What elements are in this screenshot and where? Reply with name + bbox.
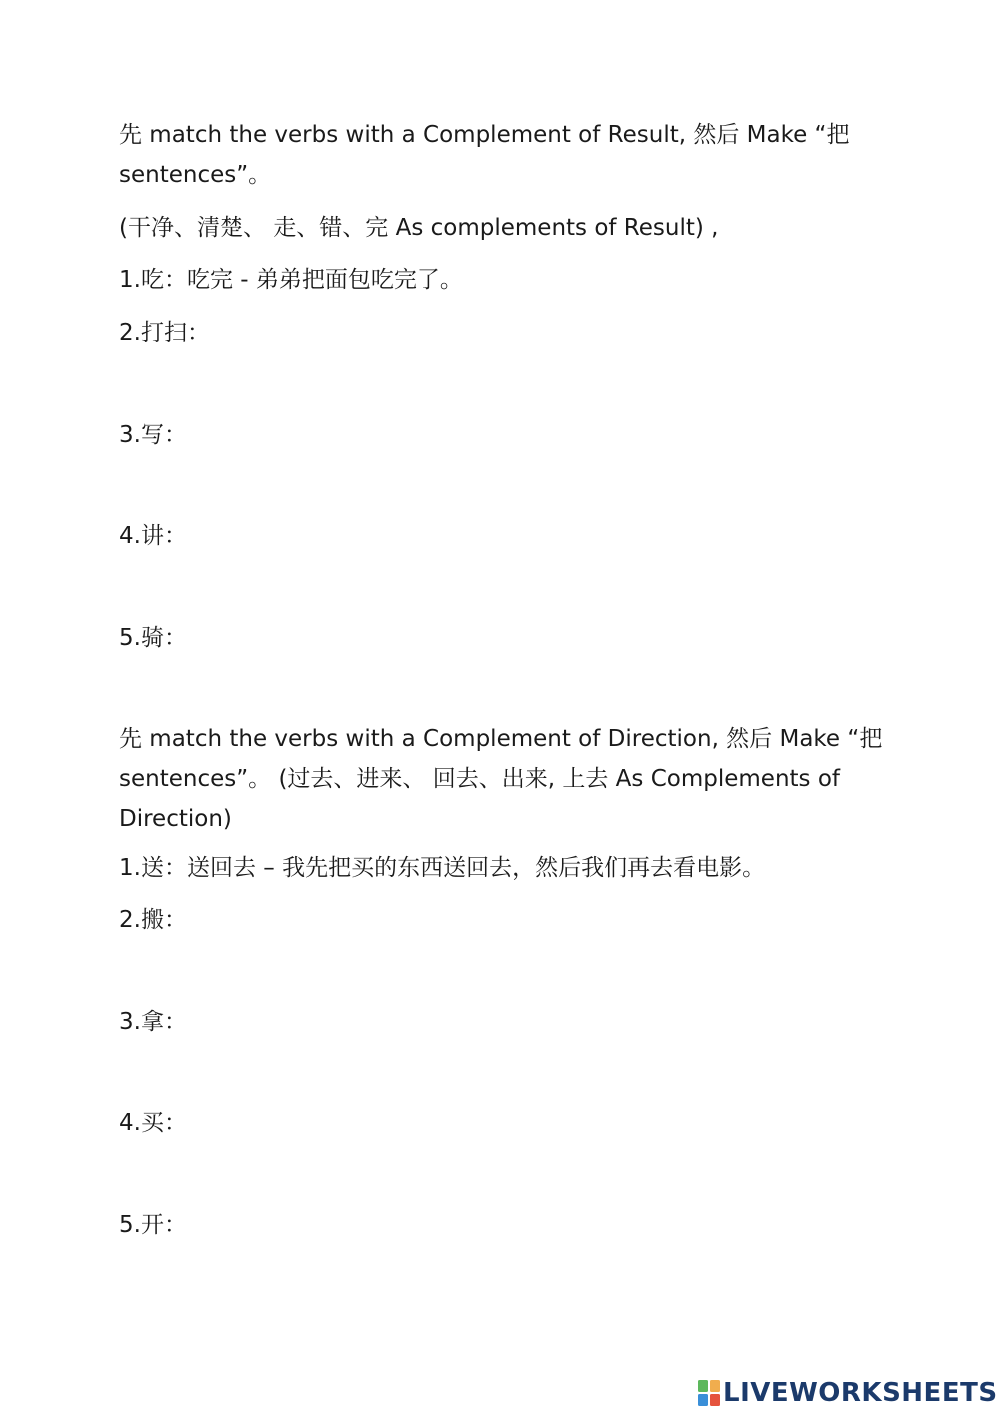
section1-item-2: 2.打扫： <box>119 320 210 346</box>
section2-item-4: 4.买： <box>119 1110 187 1136</box>
liveworksheets-brand: LIVEWORKSHEETS <box>723 1378 998 1408</box>
section2-instruction-line2: sentences”。 (过去、进来、 回去、出来, 上去 As Complements of <box>119 766 840 792</box>
liveworksheets-logo-icon <box>698 1380 720 1406</box>
section1-item-1: 1.吃：吃完 - 弟弟把面包吃完了。 <box>119 267 463 293</box>
section1-instruction-line1: 先 match the verbs with a Complement of Result, 然后 Make “把 <box>119 122 850 148</box>
section2-instruction-line1: 先 match the verbs with a Complement of Direction, 然后 Make “把 <box>119 726 883 752</box>
section1-item-3: 3.写： <box>119 422 187 448</box>
liveworksheets-logo <box>698 1378 998 1408</box>
section1-instruction <box>119 115 879 195</box>
section2-item-5: 5.开： <box>119 1212 187 1238</box>
section2-item-3: 3.拿： <box>119 1009 187 1035</box>
section2-instruction-line3: Direction) <box>119 806 232 832</box>
section2-instruction <box>119 719 883 839</box>
section1-item-5: 5.骑： <box>119 625 187 651</box>
section1-complements: (干净、清楚、 走、错、完 As complements of Result) , <box>119 215 719 241</box>
section2-item-1: 1.送：送回去 – 我先把买的东西送回去，然后我们再去看电影。 <box>119 855 766 881</box>
section1-instruction-line2: sentences”。 <box>119 162 272 188</box>
section2-item-2: 2.搬： <box>119 907 187 933</box>
section1-item-4: 4.讲： <box>119 523 187 549</box>
